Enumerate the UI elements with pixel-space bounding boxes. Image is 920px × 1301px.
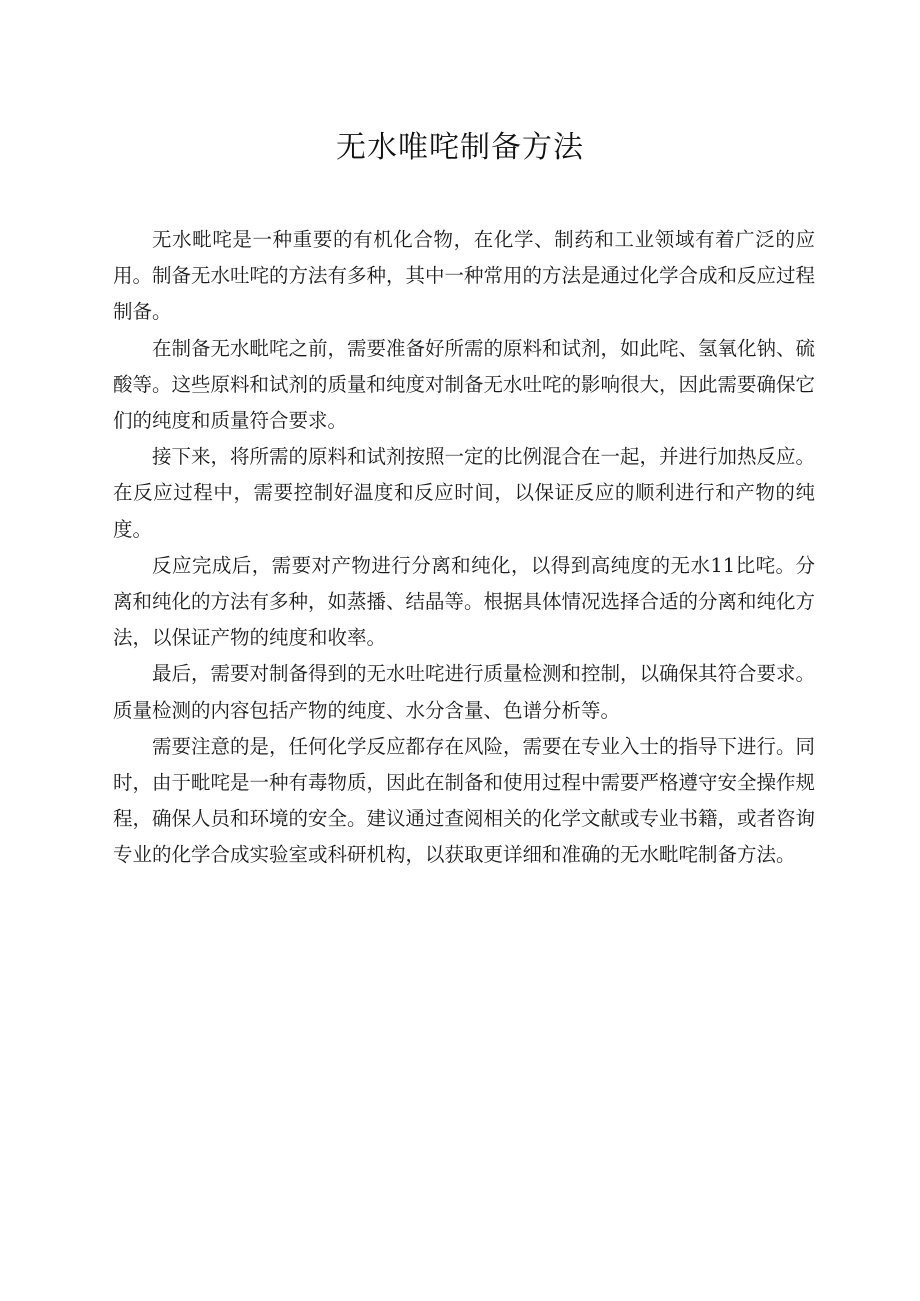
paragraph-introduction: 无水毗咤是一种重要的有机化合物，在化学、制药和工业领域有着广泛的应用。制备无水吐咤的方法有多种，其中一种常用的方法是通过化学合成和反应过程制备。 bbox=[113, 228, 816, 324]
paragraph-reaction: 接下来，将所需的原料和试剂按照一定的比例混合在一起，并进行加热反应。在反应过程中，需要控制好温度和反应时间，以保证反应的顺利进行和产物的纯度。 bbox=[113, 445, 816, 541]
paragraph-preparation: 在制备无水毗咤之前，需要准备好所需的原料和试剂，如此咤、氢氧化钠、硫酸等。这些原料和试剂的质量和纯度对制备无水吐咤的影响很大，因此需要确保它们的纯度和质量符合要求。 bbox=[113, 336, 816, 433]
document-body bbox=[113, 222, 815, 874]
paragraph-quality-control: 最后，需要对制备得到的无水吐咤进行质量检测和控制，以确保其符合要求。质量检测的内容包括产物的纯度、水分含量、色谱分析等。 bbox=[113, 662, 816, 722]
page-title: 无水唯咤制备方法 bbox=[336, 130, 584, 165]
paragraph-safety-notes: 需要注意的是，任何化学反应都存在风险，需要在专业入士的指导下进行。同时，由于毗咤是一种有毒物质，因此在制备和使用过程中需要严格遵守安全操作规程，确保人员和环境的安全。建议通过查阅相关的化学文献或专业书籍，或者咨询专业的化学合成实验室或科研机构，以获取更详细和准确的无水毗咤制备方法。 bbox=[113, 734, 816, 867]
paragraph-separation: 反应完成后，需要对产物进行分离和纯化，以得到高纯度的无水11比咤。分离和纯化的方法有多种，如蒸播、结晶等。根据具体情况选择合适的分离和纯化方法，以保证产物的纯度和收率。 bbox=[113, 553, 816, 650]
